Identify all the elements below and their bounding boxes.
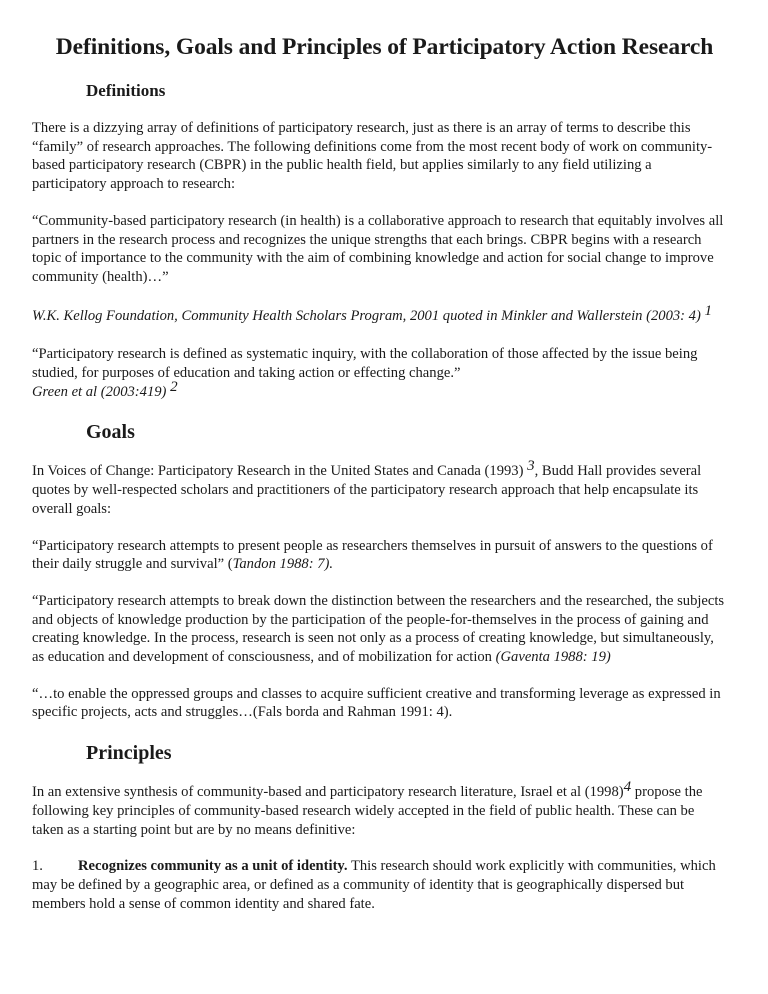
quote-citation: Tandon 1988: 7). (232, 556, 334, 573)
citation-text: Green et al (2003:419) (32, 383, 167, 400)
principles-intro-text-cont: propose the following key principles of community-based research widely accepted in the field of public health. These can be taken as a starting point but are by no means definitive: (32, 784, 703, 838)
definitions-intro: There is a dizzying array of definitions of participatory research, just as there is an array of terms to describe this “family” of research approaches. The following definitions come from the most recent body of work on community-based participatory research (CBPR) in the public health field, but applies similarly to any field utilizing a participatory approach to research: (32, 120, 713, 193)
citation-text: W.K. Kellog Foundation, Community Health Scholars Program, 2001 quoted in Minkler and Wallerstein (2003: 4) (32, 307, 701, 324)
footnote-marker: 4 (623, 779, 632, 796)
principle-text: This research should work explicitly with communities, which may be defined by a geographic area, or defined as a community of identity that is geographically dispersed but members hold a sense of common identity and shared fate. (32, 858, 716, 912)
definitions-citation-2 (32, 378, 727, 402)
quote-citation: (Gaventa 1988: 19) (495, 649, 611, 666)
goals-quote-3: “…to enable the oppressed groups and classes to acquire sufficient creative and transforming leverage as expressed in specific projects, acts and struggles…(Fals borda and Rahman 1991: 4). (32, 685, 721, 721)
definitions-quote-1: “Community-based participatory research (in health) is a collaborative approach to research that equitably involves all partners in the research process and recognizes the unique strengths that each brings. CBPR begins with a research topic of importance to the community with the aim of combining knowledge and action for social change to improve community (health)…” (32, 212, 724, 285)
footnote-marker: 3 (527, 458, 535, 475)
definitions-quote-2: “Participatory research is defined as systematic inquiry, with the collaboration of those affected by the issue being studied, for purposes of education and taking action or effecting change.” (32, 346, 698, 382)
quote-text: “Participatory research attempts to present people as researchers themselves in pursuit of answers to the questions of their daily struggle and survival” ( (32, 537, 713, 573)
goals-intro-text-cont: , Budd Hall provides several quotes by well-respected scholars and practitioners of the participatory research approach that help encapsulate its overall goals: (32, 463, 702, 517)
goals-quote-1 (32, 537, 727, 574)
footnote-marker: 1 (704, 302, 712, 319)
principle-number: 1. (32, 858, 43, 875)
section-heading-goals: Goals (86, 421, 135, 444)
page-title: Definitions, Goals and Principles of Participatory Action Research (55, 34, 714, 60)
principle-item (32, 857, 727, 913)
goals-quote-2 (32, 592, 727, 667)
definitions-citation-1 (32, 302, 727, 326)
quote-text: “Participatory research attempts to break down the distinction between the researchers and the researched, the subjects and objects of knowledge production by the participation of the people-for-themselves in the process of gaining and creating knowledge. In the process, research is seen not only as a process of creating knowledge, but simultaneously, as education and development of consciousness, and of mobilization for action (32, 592, 725, 666)
section-heading-principles: Principles (86, 742, 172, 765)
goals-intro-text: In Voices of Change: Participatory Research in the United States and Canada (1993) (32, 463, 524, 480)
footnote-marker: 2 (170, 378, 178, 395)
principle-title: Recognizes community as a unit of identity. (78, 858, 348, 875)
principles-intro-text: In an extensive synthesis of community-based and participatory research literature, Israel et al (1998) (32, 784, 624, 801)
goals-intro (32, 458, 727, 518)
principles-intro (32, 779, 727, 839)
section-heading-definitions: Definitions (86, 81, 166, 100)
